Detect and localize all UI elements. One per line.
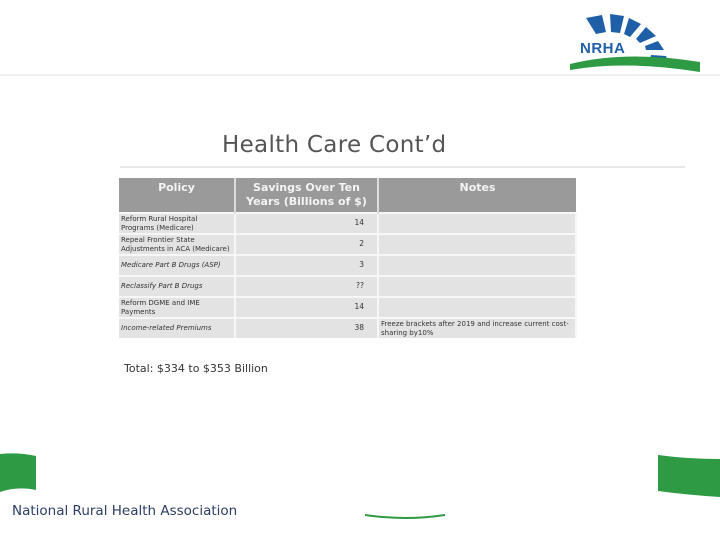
table-row — [119, 297, 576, 318]
policy-table — [119, 178, 577, 338]
header-policy: Policy — [119, 178, 235, 213]
footer-organization-name: National Rural Health Association — [12, 504, 238, 518]
notes-cell — [378, 255, 576, 276]
policy-cell: Reform Rural Hospital Programs (Medicare) — [119, 213, 235, 234]
savings-cell: ?? — [235, 276, 378, 297]
total-savings: Total: $334 to $353 Billion — [124, 362, 268, 375]
notes-cell — [378, 234, 576, 255]
savings-cell: 14 — [235, 213, 378, 234]
policy-cell: Medicare Part B Drugs (ASP) — [119, 255, 235, 276]
header-notes: Notes — [378, 178, 576, 213]
notes-cell — [378, 297, 576, 318]
header-savings: Savings Over Ten Years (Billions of $) — [235, 178, 378, 213]
policy-cell: Reclassify Part B Drugs — [119, 276, 235, 297]
savings-cell: 14 — [235, 297, 378, 318]
nrha-logo — [566, 12, 706, 74]
table-row — [119, 276, 576, 297]
top-divider — [0, 74, 720, 76]
notes-cell — [378, 213, 576, 234]
notes-cell: Freeze brackets after 2019 and increase current cost-sharing by10% — [378, 318, 576, 338]
savings-cell: 2 — [235, 234, 378, 255]
policy-cell: Income-related Premiums — [119, 318, 235, 338]
table-row — [119, 213, 576, 234]
table-row — [119, 234, 576, 255]
green-corner-left-icon — [0, 452, 36, 492]
title-divider — [120, 166, 685, 168]
policy-cell: Repeal Frontier State Adjustments in ACA (Medicare) — [119, 234, 235, 255]
green-corner-right-icon — [658, 455, 720, 497]
policy-cell: Reform DGME and IME Payments — [119, 297, 235, 318]
notes-cell — [378, 276, 576, 297]
slide-title: Health Care Cont’d — [222, 132, 447, 158]
savings-cell: 38 — [235, 318, 378, 338]
green-footer-swoosh-icon — [365, 510, 445, 520]
savings-cell: 3 — [235, 255, 378, 276]
table-row — [119, 255, 576, 276]
logo-text: NRHA — [580, 40, 626, 57]
table-row — [119, 318, 576, 338]
